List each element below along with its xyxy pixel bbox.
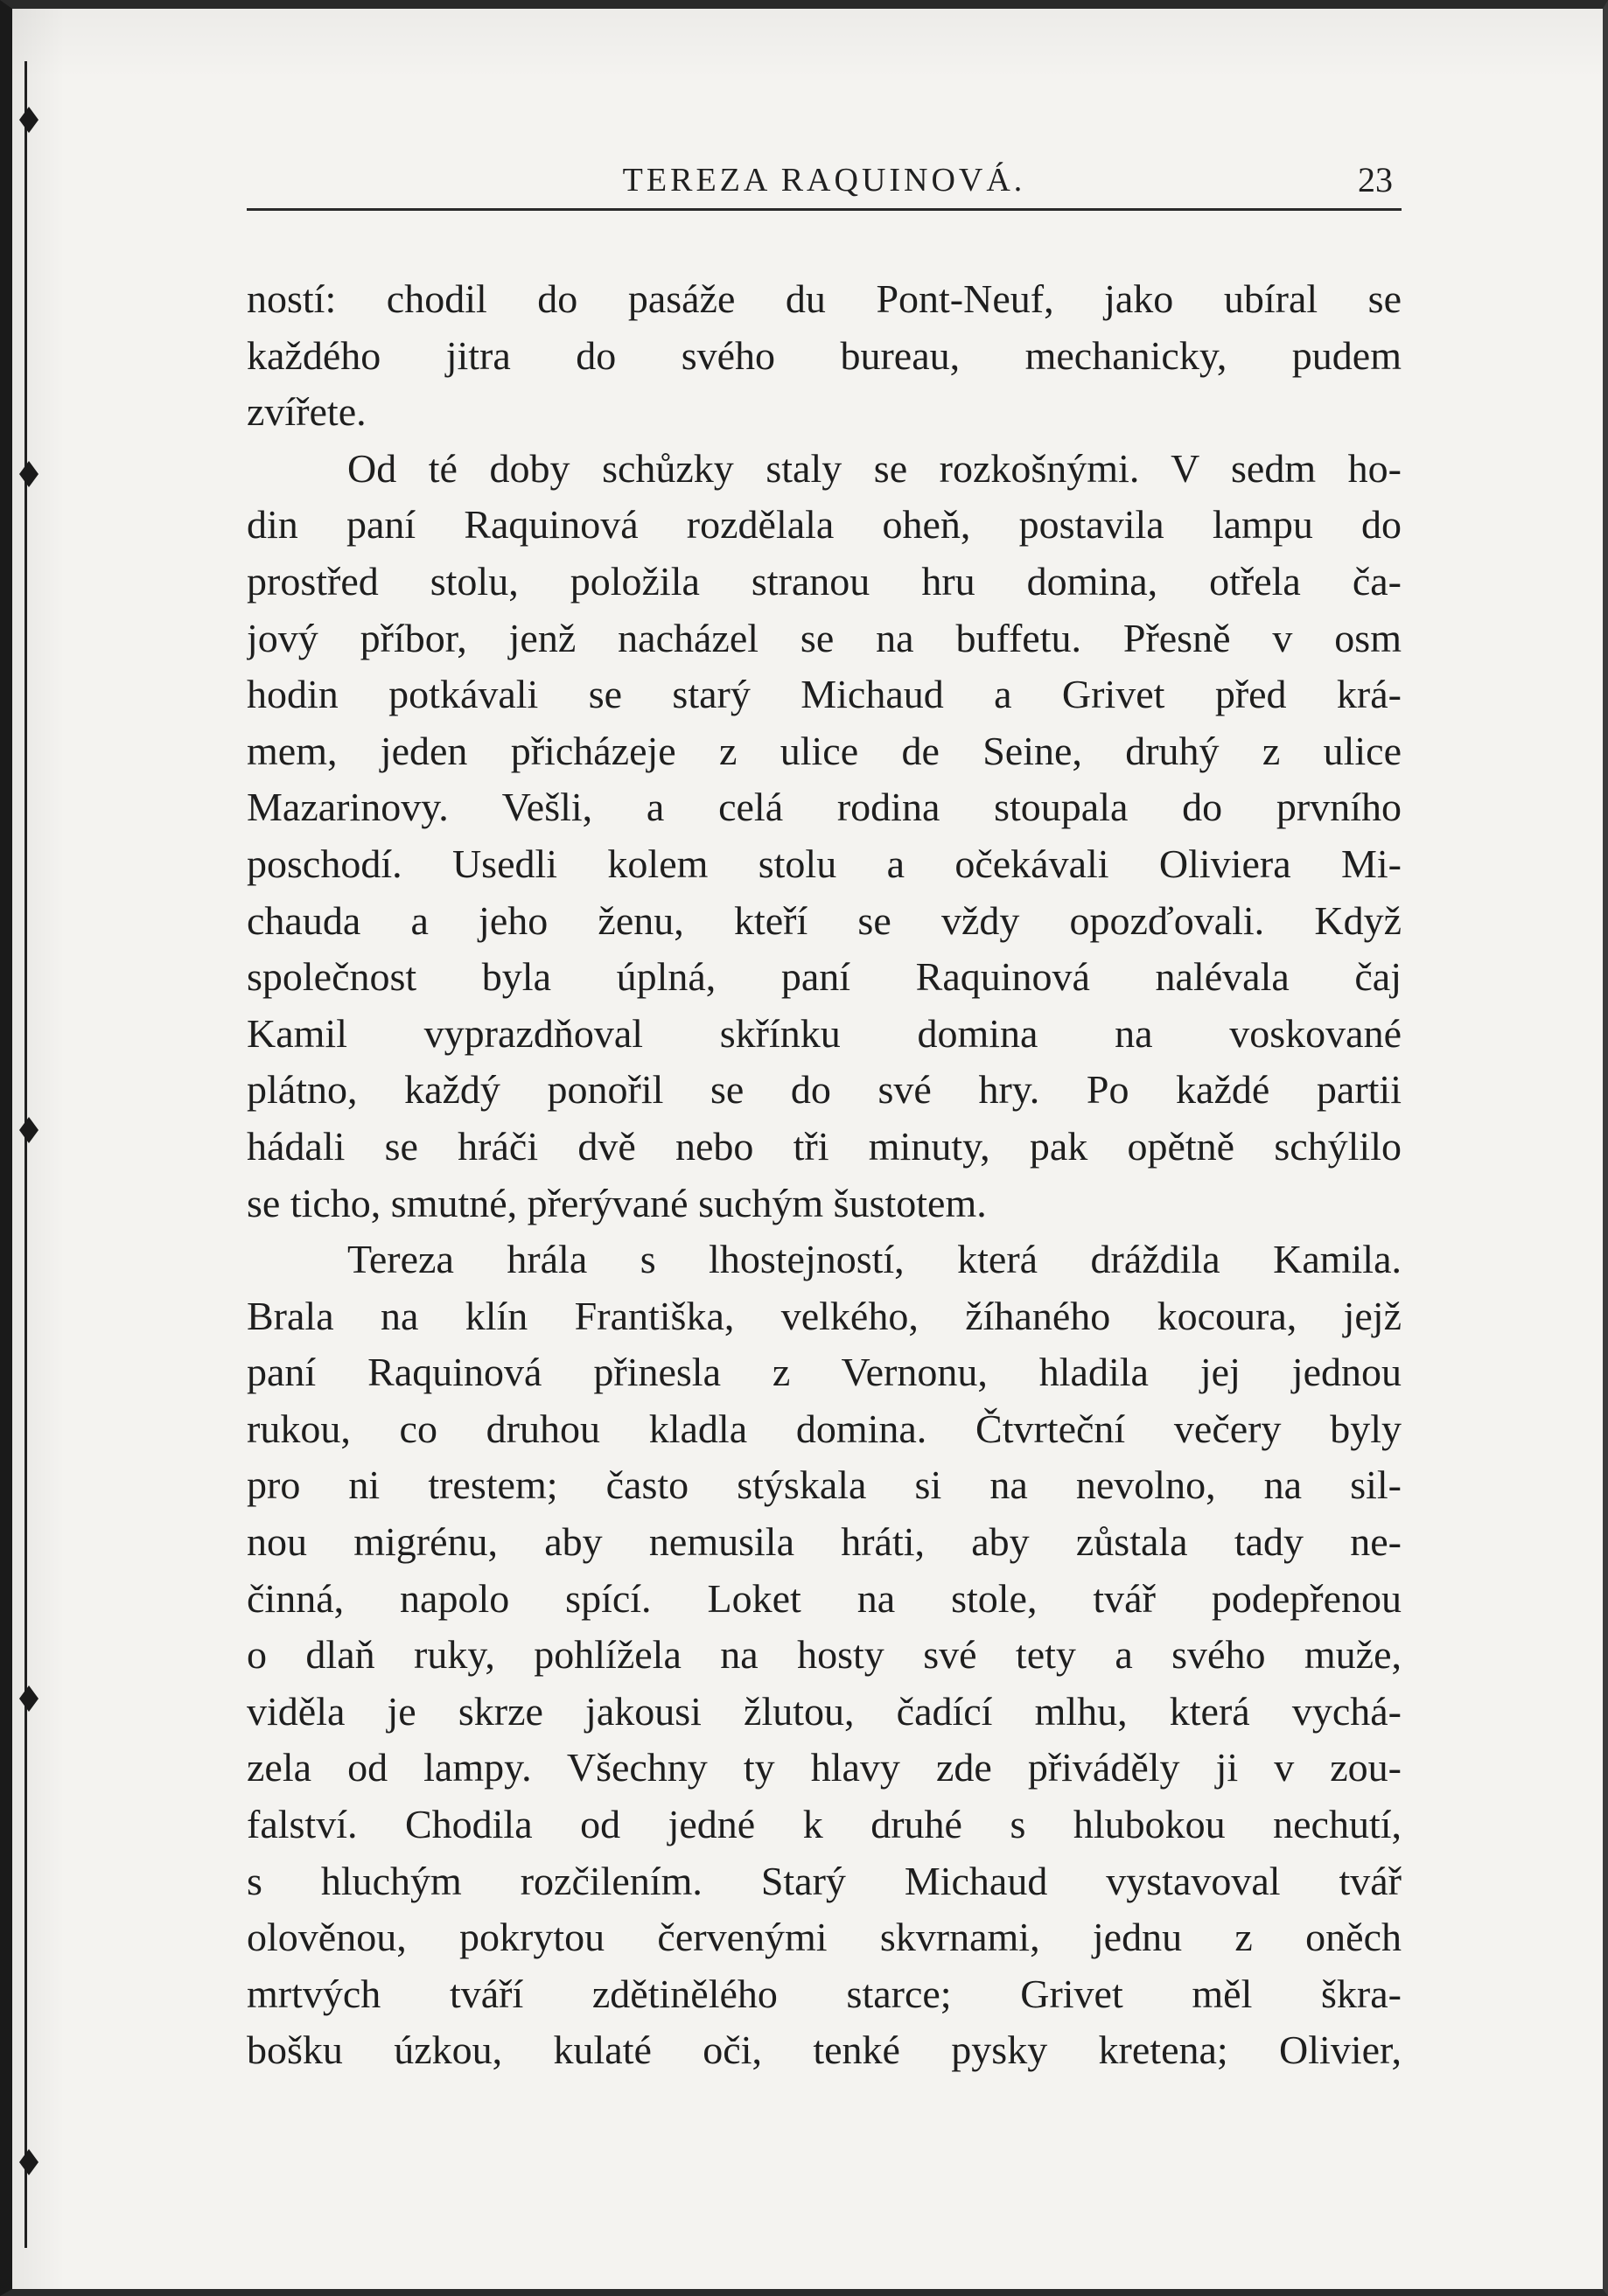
text-line: společnost byla úplná, paní Raquinová nalévala čaj xyxy=(247,954,1402,1000)
text-line: olověnou, pokrytou červenými skvrnami, jednu z oněch xyxy=(247,1915,1402,1960)
binding-stitch-icon xyxy=(14,2147,44,2177)
text-line: Od té doby schůzky staly se rozkošnými. V sedm ho- xyxy=(347,445,1402,491)
text-line: paní Raquinová přinesla z Vernonu, hladila jej jednou xyxy=(247,1350,1402,1395)
text-line: Kamil vyprazdňoval skřínku domina na voskované xyxy=(247,1010,1402,1056)
text-line: Mazarinovy. Vešli, a celá rodina stoupala do prvního xyxy=(247,785,1402,830)
text-line: chauda a jeho ženu, kteří se vždy opozďovali. Když xyxy=(247,897,1402,943)
text-line: mrtvých tváří zdětinělého starce; Grivet měl škra- xyxy=(247,1971,1402,2016)
text-line: Tereza hrála s lhostejností, která dráždila Kamila. xyxy=(347,1237,1402,1282)
text-line: bošku úzkou, kulaté oči, tenké pysky kretena; Olivier, xyxy=(247,2027,1402,2073)
text-line: poschodí. Usedli kolem stolu a očekávali Oliviera Mi- xyxy=(247,841,1402,886)
binding-stitch-icon xyxy=(14,105,44,135)
text-line: o dlaň ruky, pohlížela na hosty své tety a svého muže, xyxy=(247,1632,1402,1678)
text-line: s hluchým rozčilením. Starý Michaud vystavoval tvář xyxy=(247,1858,1402,1903)
text-line: jový příbor, jenž nacházel se na buffetu. Přesně v osm xyxy=(247,615,1402,660)
text-line: plátno, každý ponořil se do své hry. Po každé partii xyxy=(247,1067,1402,1113)
text-line: prostřed stolu, položila stranou hru domina, otřela ča- xyxy=(247,558,1402,604)
binding-stitch-icon xyxy=(14,1684,44,1713)
page-number: 23 xyxy=(1358,160,1393,199)
text-line: mem, jeden přicházeje z ulice de Seine, druhý z ulice xyxy=(247,728,1402,773)
text-line: zvířete. xyxy=(247,389,367,435)
text-line: falství. Chodila od jedné k druhé s hlubokou nechutí, xyxy=(247,1802,1402,1847)
text-line: Brala na klín Františka, velkého, žíhaného kocoura, jejž xyxy=(247,1293,1402,1338)
page-binding-edge xyxy=(24,61,27,2248)
running-title: TEREZA RAQUINOVÁ. xyxy=(622,162,1026,199)
text-line: rukou, co druhou kladla domina. Čtvrteční večery byly xyxy=(247,1406,1402,1451)
text-line: din paní Raquinová rozdělala oheň, postavila lampu do xyxy=(247,502,1402,548)
text-line: pro ni trestem; často stýskala si na nevolno, na sil- xyxy=(247,1462,1402,1508)
text-line: činná, napolo spící. Loket na stole, tvář podepřenou xyxy=(247,1575,1402,1621)
binding-stitch-icon xyxy=(14,459,44,489)
running-header xyxy=(247,157,1402,211)
binding-stitch-icon xyxy=(14,1115,44,1145)
text-line: nou migrénu, aby nemusila hráti, aby zůstala tady ne- xyxy=(247,1519,1402,1565)
text-line: se ticho, smutné, přerývané suchým šustotem. xyxy=(247,1180,987,1225)
text-line: ností: chodil do pasáže du Pont-Neuf, jako ubíral se xyxy=(247,276,1402,321)
text-line: hádali se hráči dvě nebo tři minuty, pak opětně schýlilo xyxy=(247,1123,1402,1169)
text-line: viděla je skrze jakousi žlutou, čadící mlhu, která vychá- xyxy=(247,1688,1402,1734)
text-line: hodin potkávali se starý Michaud a Grivet před krá- xyxy=(247,672,1402,717)
body-text xyxy=(247,271,1402,2079)
text-line: každého jitra do svého bureau, mechanicky, pudem xyxy=(247,332,1402,378)
text-line: zela od lampy. Všechny ty hlavy zde přiváděly ji v zou- xyxy=(247,1745,1402,1790)
